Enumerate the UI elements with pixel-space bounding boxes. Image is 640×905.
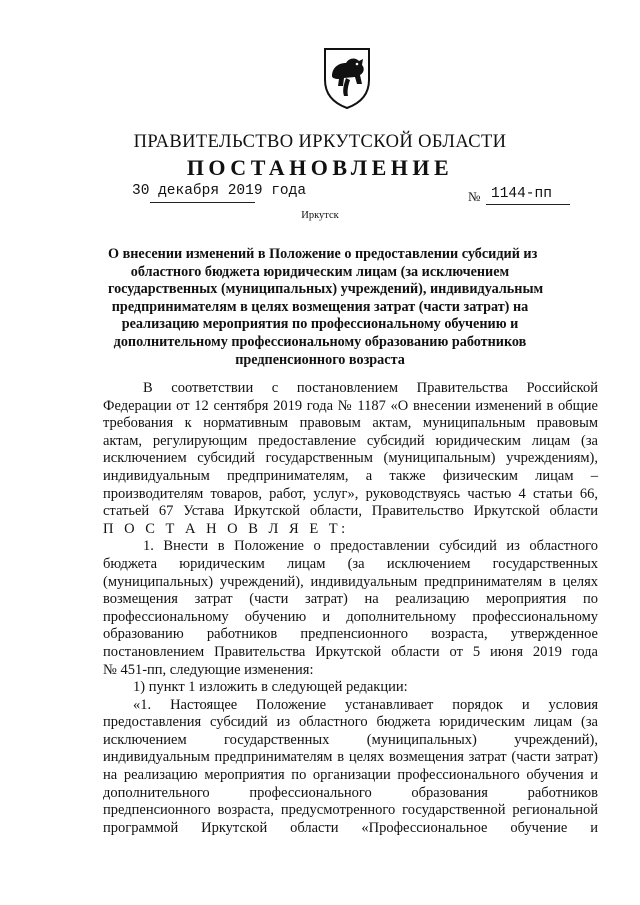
body-line: предоставления субсидий из областного бюджета юридическим лицам (за (103, 714, 598, 731)
body-line: образованию работников предпенсионного возраста, утвержденное (103, 626, 598, 643)
city: Иркутск (301, 210, 339, 221)
document-number: 1144-пп (491, 186, 552, 202)
body-line: актам, регулирующим предоставление субсидий юридическим лицам (за (103, 432, 598, 449)
body-line: индивидуальным предпринимателям, а также физическим лицам – (103, 467, 598, 484)
body-line: исключением субсидий государственным (муниципальным) учреждениям), (103, 450, 598, 467)
number-underline (486, 204, 570, 205)
body-line: № 451-пп, следующие изменения: (103, 661, 314, 678)
body-line: требования к нормативным правовым актам, муниципальным правовым (103, 415, 598, 432)
body-line: индивидуальным предпринимателям в целях возмещения затрат (части затрат) (103, 749, 598, 766)
irkutsk-coat-of-arms-icon (322, 46, 372, 110)
title-line: предпенсионного возраста (235, 351, 405, 368)
body-line: исключением государственных (муниципальных) учреждений), (103, 731, 598, 748)
body-line: Федерации от 12 сентября 2019 года № 1187 «О внесении изменений в общие (103, 397, 598, 414)
body-line: профессиональному обучению и дополнительному профессиональному (103, 608, 598, 625)
date-underline (150, 202, 255, 203)
document-date: 30 декабря 2019 года (132, 183, 307, 199)
body-line: производителям товаров, работ, услуг», руководствуясь частью 4 статьи 66, (103, 485, 598, 502)
body-line: постановлением Правительства Иркутской области от 5 июня 2019 года (103, 643, 598, 660)
title-line: предпринимателям в целях возмещения затрат (части затрат) на (111, 298, 529, 315)
government-name: ПРАВИТЕЛЬСТВО ИРКУТСКОЙ ОБЛАСТИ (133, 132, 507, 152)
body-line: возмещения затрат (части затрат) на реализацию мероприятия по (103, 591, 598, 608)
title-line: О внесении изменений в Положение о предоставлении субсидий из (108, 246, 538, 262)
body-line: дополнительного профессионального образования работников (103, 784, 598, 801)
list-item: 1) пункт 1 изложить в следующей редакции: (133, 679, 408, 696)
resolves-heading: П О С Т А Н О В Л Я Е Т: (103, 520, 349, 537)
document-body (103, 380, 598, 837)
number-sign: № (468, 189, 481, 204)
body-line: бюджета юридическим лицам (за исключением государственных (103, 555, 598, 572)
body-line: «1. Настоящее Положение устанавливает порядок и условия (133, 696, 598, 713)
title-line: государственных (муниципальных) учреждений), индивидуальным (108, 281, 544, 298)
title-line: реализацию мероприятия по профессиональному обучению и (121, 316, 519, 333)
document-type: ПОСТАНОВЛЕНИЕ (186, 155, 454, 180)
body-line: 1. Внести в Положение о предоставлении субсидий из областного (143, 538, 598, 555)
title-line: дополнительному профессиональному образованию работников (113, 333, 527, 350)
body-line: на реализацию мероприятия по организации профессионального обучения и (103, 767, 598, 784)
body-line: программой Иркутской области «Профессиональное обучение и (103, 819, 598, 836)
body-line: статьей 67 Устава Иркутской области, Правительство Иркутской области (103, 503, 598, 520)
body-line: предпенсионного возраста, предусмотренного государственной региональной (103, 802, 598, 819)
title-line: областного бюджета юридическим лицам (за исключением (130, 263, 510, 280)
body-line: (муниципальных) учреждений), индивидуальным предпринимателям в целях (103, 573, 598, 590)
body-line: В соответствии с постановлением Правительства Российской (143, 380, 598, 396)
document-title (108, 246, 544, 369)
